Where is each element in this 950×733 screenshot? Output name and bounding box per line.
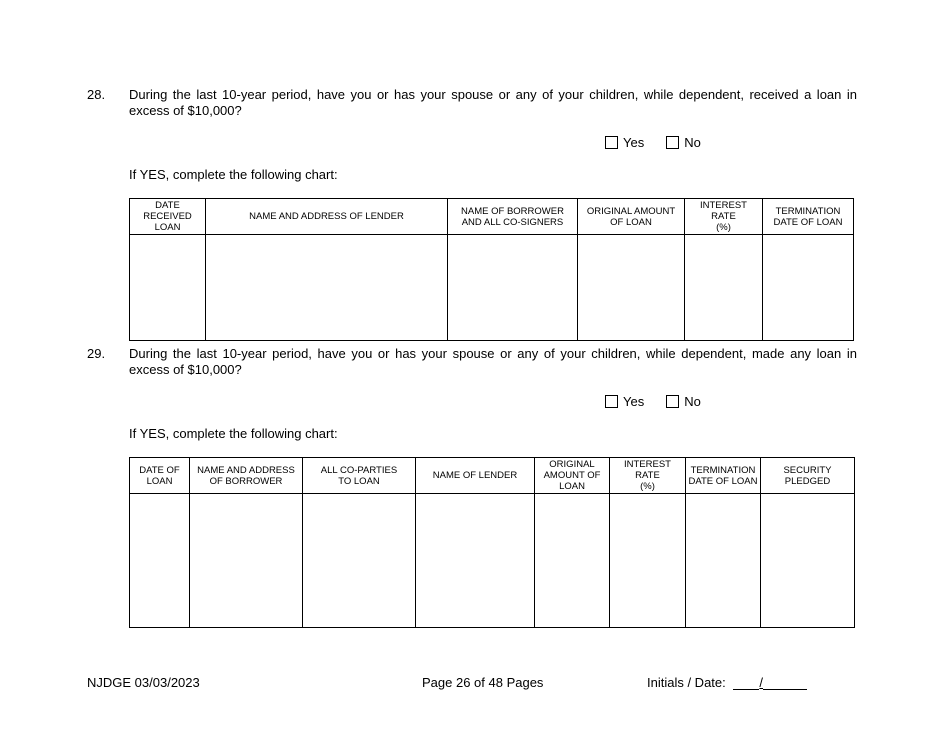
question-28-no-option[interactable] [666,135,701,150]
yes-checkbox[interactable] [605,136,618,149]
cell-interest-rate[interactable] [610,494,686,628]
header-original-amount: ORIGINAL AMOUNT OF LOAN [578,199,685,235]
cell-borrower[interactable] [448,235,578,341]
no-checkbox[interactable] [666,395,679,408]
footer-initials-date [647,675,807,690]
cell-interest-rate[interactable] [685,235,763,341]
yes-label: Yes [623,135,645,150]
header-original-amount: ORIGINAL AMOUNT OF LOAN [535,458,610,494]
cell-borrower[interactable] [190,494,303,628]
question-28-number: 28. [87,87,106,102]
question-29-no-option[interactable] [666,394,701,409]
header-co-parties: ALL CO-PARTIES TO LOAN [303,458,416,494]
question-29-yes-option[interactable] [605,394,644,409]
cell-lender[interactable] [416,494,535,628]
cell-termination-date[interactable] [686,494,761,628]
yes-checkbox[interactable] [605,395,618,408]
date-field[interactable] [763,675,807,690]
no-label: No [684,135,701,150]
question-28-yes-no [605,135,701,150]
loans-made-table [129,457,855,628]
header-termination-date: TERMINATION DATE OF LOAN [686,458,761,494]
cell-termination-date[interactable] [763,235,854,341]
cell-original-amount[interactable] [535,494,610,628]
question-28-text: During the last 10-year period, have you or has your spouse or any of your children, while dependent, received a loan in excess of $10,000? [129,87,857,118]
question-29-number: 29. [87,346,106,361]
cell-date-received[interactable] [130,235,206,341]
question-29-yes-no [605,394,701,409]
table-row [130,235,854,341]
cell-original-amount[interactable] [578,235,685,341]
cell-date-of-loan[interactable] [130,494,190,628]
question-29-chart-instruction: If YES, complete the following chart: [129,426,338,441]
header-interest-rate: INTEREST RATE (%) [685,199,763,235]
header-interest-rate: INTEREST RATE (%) [610,458,686,494]
no-checkbox[interactable] [666,136,679,149]
header-date-received: DATE RECEIVED LOAN [130,199,206,235]
table-header-row [130,458,855,494]
header-lender: NAME OF LENDER [416,458,535,494]
date-separator: / [759,675,764,690]
loans-received-table [129,198,854,341]
cell-security-pledged[interactable] [761,494,855,628]
no-label: No [684,394,701,409]
question-28-chart-instruction: If YES, complete the following chart: [129,167,338,182]
header-lender: NAME AND ADDRESS OF LENDER [206,199,448,235]
header-borrower: NAME AND ADDRESS OF BORROWER [190,458,303,494]
table-row [130,494,855,628]
header-security-pledged: SECURITY PLEDGED [761,458,855,494]
header-termination-date: TERMINATION DATE OF LOAN [763,199,854,235]
header-borrower: NAME OF BORROWER AND ALL CO-SIGNERS [448,199,578,235]
initials-date-label: Initials / Date: [647,675,726,690]
cell-co-parties[interactable] [303,494,416,628]
question-29-text: During the last 10-year period, have you or has your spouse or any of your children, while dependent, made any loan in excess of $10,000? [129,346,857,377]
initials-field[interactable] [733,675,759,690]
header-date-of-loan: DATE OF LOAN [130,458,190,494]
cell-lender[interactable] [206,235,448,341]
question-28-yes-option[interactable] [605,135,644,150]
footer-page-number: Page 26 of 48 Pages [422,675,544,690]
footer-form-id: NJDGE 03/03/2023 [87,675,200,690]
table-header-row [130,199,854,235]
yes-label: Yes [623,394,645,409]
